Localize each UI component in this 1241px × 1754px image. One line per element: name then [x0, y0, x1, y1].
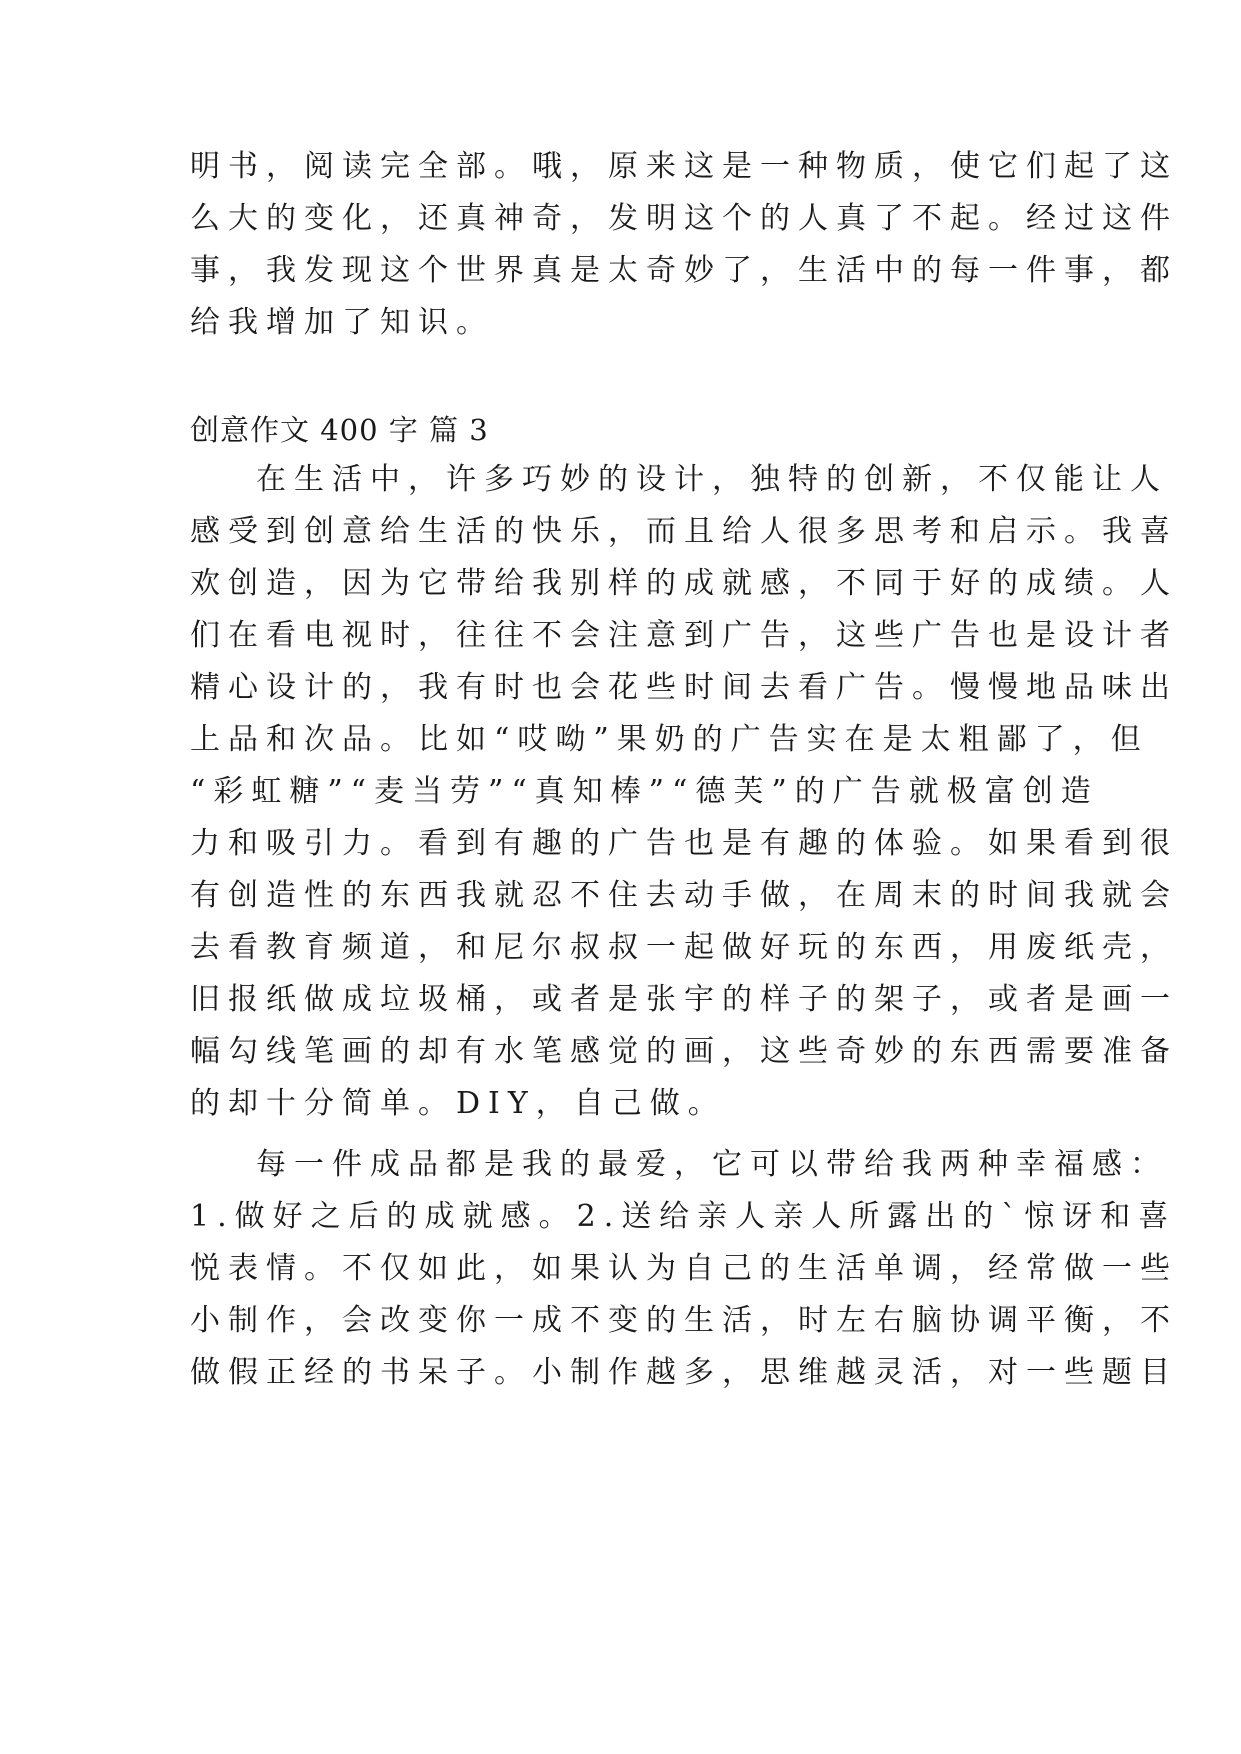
text-line: 们在看电视时，往往不会注意到广告，这些广告也是设计者: [190, 618, 1178, 653]
text-line: 上品和次品。比如“哎呦”果奶的广告实在是太粗鄙了，但: [190, 722, 1149, 757]
text-line: 么大的变化，还真神奇，发明这个的人真了不起。经过这件: [190, 201, 1178, 236]
text-line: 明书，阅读完全部。哦，原来这是一种物质，使它们起了这: [190, 149, 1178, 184]
text-line: 事，我发现这个世界真是太奇妙了，生活中的每一件事，都: [190, 253, 1178, 288]
text-line: “彩虹糖”“麦当劳”“真知棒”“德芙”的广告就极富创造: [190, 774, 1099, 809]
text-line: 精心设计的，我有时也会花些时间去看广告。慢慢地品味出: [190, 670, 1178, 705]
text-line: 欢创造，因为它带给我别样的成就感，不同于好的成绩。人: [190, 566, 1178, 601]
text-line: 给我增加了知识。: [190, 305, 494, 340]
text-line: 去看教育频道，和尼尔叔叔一起做好玩的东西，用废纸壳，: [190, 930, 1178, 965]
text-line: 每一件成品都是我的最爱，它可以带给我两种幸福感：: [256, 1147, 1168, 1182]
text-line: 的却十分简单。DIY，自己做。: [190, 1086, 726, 1121]
text-line: 幅勾线笔画的却有水笔感觉的画，这些奇妙的东西需要准备: [190, 1034, 1178, 1069]
text-line: 有创造性的东西我就忍不住去动手做，在周末的时间我就会: [190, 878, 1178, 913]
section-heading: 创意作文 400 字 篇 3: [190, 413, 489, 447]
text-line: 1.做好之后的成就感。2.送给亲人亲人所露出的`惊讶和喜: [190, 1199, 1177, 1234]
text-line: 旧报纸做成垃圾桶，或者是张宇的样子的架子，或者是画一: [190, 982, 1178, 1017]
text-line: 力和吸引力。看到有趣的广告也是有趣的体验。如果看到很: [190, 826, 1178, 861]
text-line: 在生活中，许多巧妙的设计，独特的创新，不仅能让人: [256, 462, 1168, 497]
text-line: 做假正经的书呆子。小制作越多，思维越灵活，对一些题目: [190, 1355, 1178, 1390]
text-line: 感受到创意给生活的快乐，而且给人很多思考和启示。我喜: [190, 514, 1178, 549]
text-line: 悦表情。不仅如此，如果认为自己的生活单调，经常做一些: [190, 1251, 1178, 1286]
text-line: 小制作，会改变你一成不变的生活，时左右脑协调平衡，不: [190, 1303, 1178, 1338]
